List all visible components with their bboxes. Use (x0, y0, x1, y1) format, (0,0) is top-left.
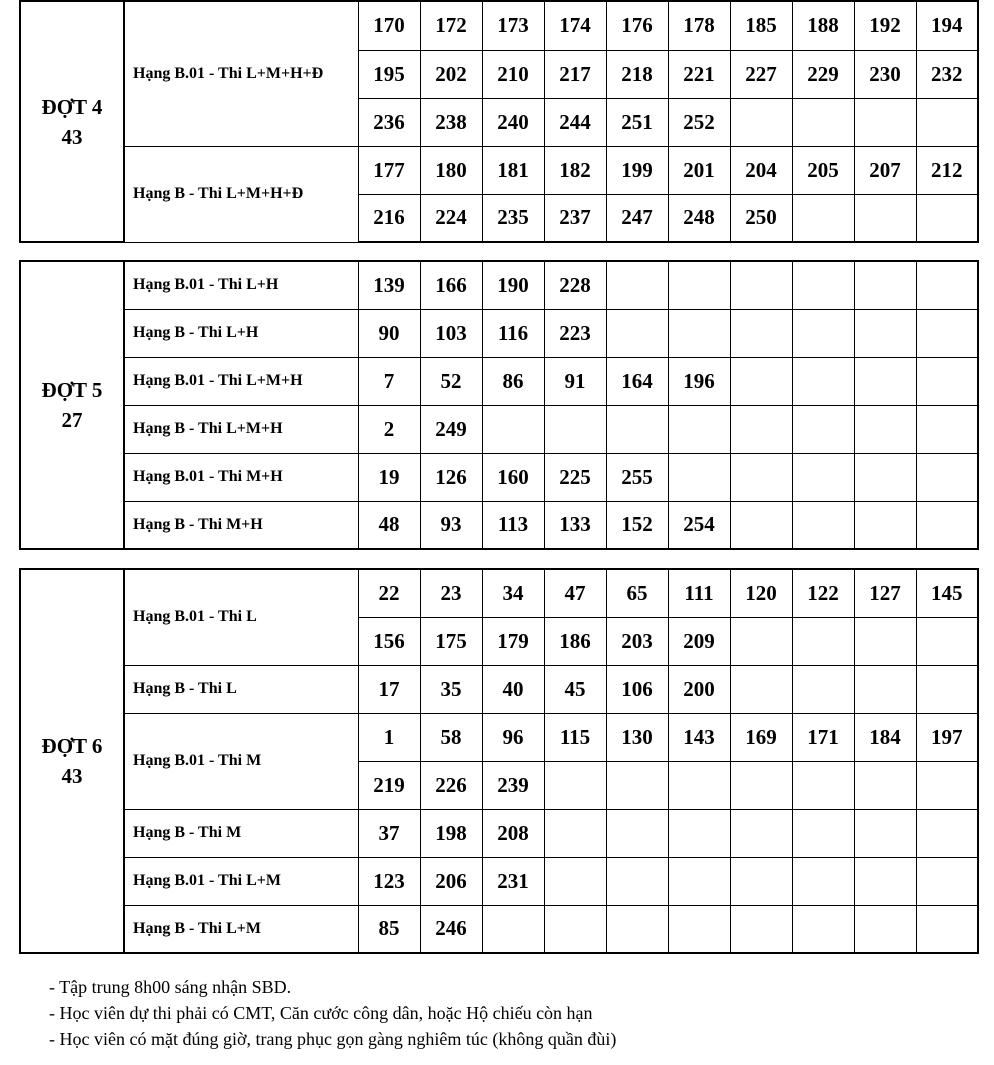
student-number-cell: 236 (358, 98, 420, 146)
student-number-cell: 255 (606, 453, 668, 501)
license-category-label: Hạng B - Thi L+H (124, 309, 358, 357)
student-number-cell: 181 (482, 146, 544, 194)
student-number-cell: 7 (358, 357, 420, 405)
student-number-cell (916, 453, 978, 501)
student-number-cell: 251 (606, 98, 668, 146)
student-number-cell (730, 761, 792, 809)
student-number-cell (668, 453, 730, 501)
student-number-cell: 164 (606, 357, 668, 405)
student-number-cell (606, 761, 668, 809)
student-number-cell (482, 405, 544, 453)
student-number-cell: 210 (482, 50, 544, 98)
student-number-cell: 232 (916, 50, 978, 98)
student-number-cell: 169 (730, 713, 792, 761)
student-number-cell: 203 (606, 617, 668, 665)
student-number-cell (792, 405, 854, 453)
student-number-cell: 156 (358, 617, 420, 665)
schedule-block-dot-4 (19, 0, 979, 243)
student-number-cell: 217 (544, 50, 606, 98)
student-number-cell (792, 98, 854, 146)
schedule-row (20, 261, 978, 309)
student-number-cell (916, 905, 978, 953)
student-number-cell: 127 (854, 569, 916, 617)
student-number-cell: 194 (916, 1, 978, 50)
student-number-cell (916, 309, 978, 357)
student-number-cell: 248 (668, 194, 730, 242)
student-number-cell (854, 194, 916, 242)
student-number-cell: 254 (668, 501, 730, 549)
student-number-cell (730, 905, 792, 953)
student-number-cell (916, 98, 978, 146)
student-number-cell (544, 761, 606, 809)
student-number-cell (916, 194, 978, 242)
student-number-cell: 209 (668, 617, 730, 665)
student-number-cell: 185 (730, 1, 792, 50)
student-number-cell: 224 (420, 194, 482, 242)
student-number-cell: 126 (420, 453, 482, 501)
student-number-cell (916, 617, 978, 665)
student-number-cell (544, 809, 606, 857)
student-number-cell (730, 501, 792, 549)
note-line-3: - Học viên có mặt đúng giờ, trang phục gọn gàng nghiêm túc (không quần đùi) (49, 1029, 617, 1049)
student-number-cell (854, 309, 916, 357)
license-category-label: Hạng B - Thi M+H (124, 501, 358, 549)
student-number-cell (792, 809, 854, 857)
student-number-cell (854, 857, 916, 905)
student-number-cell (916, 405, 978, 453)
student-number-cell: 170 (358, 1, 420, 50)
license-category-label: Hạng B.01 - Thi L+M (124, 857, 358, 905)
license-category-label: Hạng B - Thi L (124, 665, 358, 713)
student-number-cell: 122 (792, 569, 854, 617)
student-number-cell (792, 665, 854, 713)
student-number-cell (668, 261, 730, 309)
schedule-row (20, 1, 978, 50)
student-number-cell: 184 (854, 713, 916, 761)
student-number-cell (916, 809, 978, 857)
student-number-cell (730, 98, 792, 146)
student-number-cell (854, 617, 916, 665)
student-number-cell: 86 (482, 357, 544, 405)
student-number-cell (854, 98, 916, 146)
student-number-cell: 177 (358, 146, 420, 194)
student-number-cell: 90 (358, 309, 420, 357)
batch-label (20, 569, 124, 953)
student-number-cell: 52 (420, 357, 482, 405)
student-number-cell: 204 (730, 146, 792, 194)
schedule-row (20, 453, 978, 501)
student-number-cell: 239 (482, 761, 544, 809)
student-number-cell: 223 (544, 309, 606, 357)
student-number-cell: 160 (482, 453, 544, 501)
student-number-cell (916, 357, 978, 405)
license-category-label: Hạng B.01 - Thi L+M+H+Đ (124, 1, 358, 146)
student-number-cell: 172 (420, 1, 482, 50)
student-number-cell: 133 (544, 501, 606, 549)
student-number-cell (730, 357, 792, 405)
student-number-cell (606, 809, 668, 857)
student-number-cell: 40 (482, 665, 544, 713)
student-number-cell (730, 665, 792, 713)
student-number-cell: 93 (420, 501, 482, 549)
student-number-cell: 249 (420, 405, 482, 453)
student-number-cell: 65 (606, 569, 668, 617)
schedule-row (20, 146, 978, 194)
schedule-row (20, 309, 978, 357)
batch-title: ĐỢT 4 (41, 94, 103, 119)
student-number-cell (854, 453, 916, 501)
schedule-block-dot-5 (19, 260, 979, 550)
student-number-cell (916, 501, 978, 549)
license-category-label: Hạng B.01 - Thi L (124, 569, 358, 665)
student-number-cell: 143 (668, 713, 730, 761)
schedule-row (20, 665, 978, 713)
student-number-cell: 2 (358, 405, 420, 453)
student-number-cell: 22 (358, 569, 420, 617)
student-number-cell: 230 (854, 50, 916, 98)
student-number-cell: 192 (854, 1, 916, 50)
student-number-cell (730, 405, 792, 453)
schedule-row (20, 357, 978, 405)
student-number-cell: 47 (544, 569, 606, 617)
student-number-cell: 23 (420, 569, 482, 617)
student-number-cell: 228 (544, 261, 606, 309)
student-number-cell: 115 (544, 713, 606, 761)
student-number-cell: 202 (420, 50, 482, 98)
student-number-cell: 1 (358, 713, 420, 761)
student-number-cell: 34 (482, 569, 544, 617)
batch-label (20, 261, 124, 549)
student-number-cell: 17 (358, 665, 420, 713)
student-number-cell (916, 857, 978, 905)
student-number-cell: 123 (358, 857, 420, 905)
student-number-cell: 178 (668, 1, 730, 50)
student-number-cell: 174 (544, 1, 606, 50)
student-number-cell (792, 617, 854, 665)
schedule-row (20, 857, 978, 905)
batch-title: ĐỢT 6 (41, 734, 103, 758)
student-number-cell (792, 261, 854, 309)
batch-count: 43 (61, 764, 83, 788)
student-number-cell: 45 (544, 665, 606, 713)
student-number-cell: 205 (792, 146, 854, 194)
license-category-label: Hạng B - Thi L+M+H+Đ (124, 146, 358, 242)
student-number-cell: 246 (420, 905, 482, 953)
license-category-label: Hạng B - Thi L+M (124, 905, 358, 953)
student-number-cell (668, 857, 730, 905)
student-number-cell: 195 (358, 50, 420, 98)
student-number-cell (792, 357, 854, 405)
student-number-cell: 19 (358, 453, 420, 501)
student-number-cell: 221 (668, 50, 730, 98)
student-number-cell: 176 (606, 1, 668, 50)
student-number-cell (916, 261, 978, 309)
student-number-cell (730, 309, 792, 357)
student-number-cell (854, 905, 916, 953)
schedule-row (20, 569, 978, 617)
student-number-cell: 212 (916, 146, 978, 194)
student-number-cell: 106 (606, 665, 668, 713)
student-number-cell (854, 501, 916, 549)
student-number-cell: 166 (420, 261, 482, 309)
student-number-cell (854, 261, 916, 309)
note-line-2: - Học viên dự thi phải có CMT, Căn cước công dân, hoặc Hộ chiếu còn hạn (49, 1003, 593, 1023)
student-number-cell (792, 453, 854, 501)
license-category-label: Hạng B - Thi M (124, 809, 358, 857)
student-number-cell (606, 857, 668, 905)
student-number-cell (854, 357, 916, 405)
batch-count: 27 (61, 408, 83, 432)
student-number-cell: 196 (668, 357, 730, 405)
student-number-cell: 206 (420, 857, 482, 905)
student-number-cell (668, 405, 730, 453)
student-number-cell: 235 (482, 194, 544, 242)
student-number-cell: 225 (544, 453, 606, 501)
student-number-cell: 91 (544, 357, 606, 405)
notes-section (49, 974, 616, 1052)
student-number-cell: 199 (606, 146, 668, 194)
student-number-cell (730, 453, 792, 501)
student-number-cell: 227 (730, 50, 792, 98)
student-number-cell: 186 (544, 617, 606, 665)
student-number-cell: 247 (606, 194, 668, 242)
student-number-cell (730, 809, 792, 857)
student-number-cell (916, 665, 978, 713)
student-number-cell (854, 405, 916, 453)
student-number-cell (606, 405, 668, 453)
student-number-cell: 250 (730, 194, 792, 242)
batch-label (20, 1, 124, 242)
student-number-cell: 218 (606, 50, 668, 98)
student-number-cell: 188 (792, 1, 854, 50)
student-number-cell (792, 194, 854, 242)
license-category-label: Hạng B.01 - Thi M+H (124, 453, 358, 501)
student-number-cell: 152 (606, 501, 668, 549)
student-number-cell (792, 761, 854, 809)
student-number-cell (792, 309, 854, 357)
student-number-cell (854, 665, 916, 713)
student-number-cell (544, 905, 606, 953)
student-number-cell: 139 (358, 261, 420, 309)
student-number-cell (916, 761, 978, 809)
student-number-cell: 58 (420, 713, 482, 761)
student-number-cell: 207 (854, 146, 916, 194)
student-number-cell (668, 905, 730, 953)
student-number-cell: 116 (482, 309, 544, 357)
student-number-cell: 85 (358, 905, 420, 953)
student-number-cell: 180 (420, 146, 482, 194)
student-number-cell: 190 (482, 261, 544, 309)
student-number-cell: 37 (358, 809, 420, 857)
student-number-cell: 175 (420, 617, 482, 665)
schedule-block-dot-6 (19, 568, 979, 954)
student-number-cell: 145 (916, 569, 978, 617)
student-number-cell: 219 (358, 761, 420, 809)
student-number-cell: 244 (544, 98, 606, 146)
student-number-cell: 103 (420, 309, 482, 357)
schedule-row (20, 905, 978, 953)
batch-title: ĐỢT 5 (41, 378, 103, 402)
student-number-cell (730, 857, 792, 905)
student-number-cell (854, 761, 916, 809)
license-category-label: Hạng B.01 - Thi L+M+H (124, 357, 358, 405)
license-category-label: Hạng B.01 - Thi M (124, 713, 358, 809)
student-number-cell: 182 (544, 146, 606, 194)
student-number-cell: 35 (420, 665, 482, 713)
student-number-cell: 229 (792, 50, 854, 98)
student-number-cell: 201 (668, 146, 730, 194)
student-number-cell (792, 857, 854, 905)
schedule-row (20, 405, 978, 453)
student-number-cell: 197 (916, 713, 978, 761)
student-number-cell (544, 405, 606, 453)
student-number-cell (668, 809, 730, 857)
student-number-cell (482, 905, 544, 953)
student-number-cell (730, 261, 792, 309)
schedule-row (20, 809, 978, 857)
student-number-cell (792, 905, 854, 953)
student-number-cell: 208 (482, 809, 544, 857)
student-number-cell: 111 (668, 569, 730, 617)
student-number-cell (730, 617, 792, 665)
student-number-cell: 226 (420, 761, 482, 809)
student-number-cell: 48 (358, 501, 420, 549)
student-number-cell: 96 (482, 713, 544, 761)
student-number-cell: 237 (544, 194, 606, 242)
student-number-cell: 252 (668, 98, 730, 146)
student-number-cell (606, 309, 668, 357)
student-number-cell: 231 (482, 857, 544, 905)
note-line-1: - Tập trung 8h00 sáng nhận SBD. (49, 977, 292, 997)
schedule-row (20, 713, 978, 761)
student-number-cell (606, 905, 668, 953)
student-number-cell: 240 (482, 98, 544, 146)
student-number-cell: 200 (668, 665, 730, 713)
student-number-cell: 173 (482, 1, 544, 50)
license-category-label: Hạng B.01 - Thi L+H (124, 261, 358, 309)
student-number-cell: 216 (358, 194, 420, 242)
license-category-label: Hạng B - Thi L+M+H (124, 405, 358, 453)
student-number-cell: 120 (730, 569, 792, 617)
student-number-cell (792, 501, 854, 549)
student-number-cell: 130 (606, 713, 668, 761)
student-number-cell (544, 857, 606, 905)
student-number-cell: 171 (792, 713, 854, 761)
batch-count: 43 (61, 124, 83, 149)
student-number-cell (668, 761, 730, 809)
student-number-cell: 238 (420, 98, 482, 146)
schedule-row (20, 501, 978, 549)
student-number-cell: 113 (482, 501, 544, 549)
student-number-cell (606, 261, 668, 309)
student-number-cell (668, 309, 730, 357)
student-number-cell (854, 809, 916, 857)
student-number-cell: 179 (482, 617, 544, 665)
student-number-cell: 198 (420, 809, 482, 857)
